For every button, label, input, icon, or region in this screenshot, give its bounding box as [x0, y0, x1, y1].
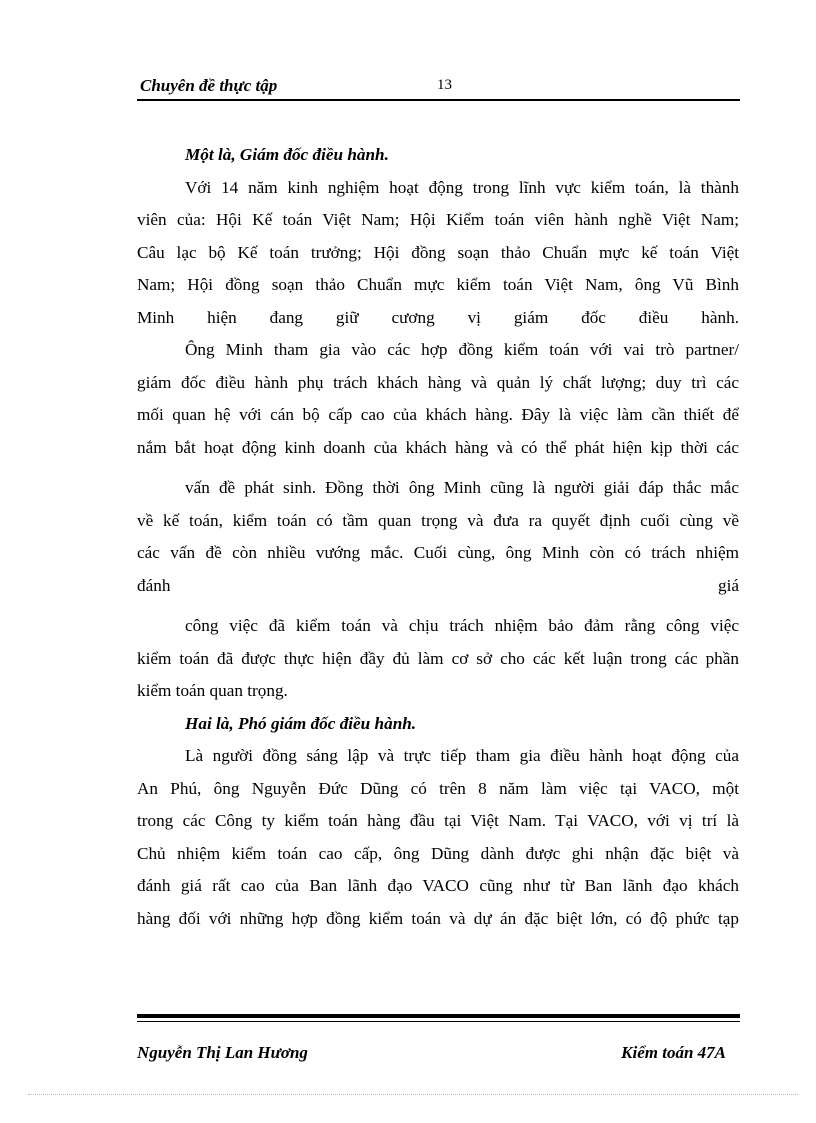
paragraph-director-assurance — [137, 610, 739, 708]
paragraph-director-role — [137, 334, 739, 464]
text-line: đánh giá rất cao của Ban lãnh đạo VACO cũng như từ Ban lãnh đạo khách — [137, 876, 739, 895]
section-heading-deputy-director: Hai là, Phó giám đốc điều hành. — [185, 713, 417, 733]
text-line: trong các Công ty kiểm toán hàng đầu tại Việt Nam. Tại VACO, với vị trí là — [137, 811, 739, 830]
paragraph-deputy-experience — [137, 740, 739, 935]
text-line: mối quan hệ với cán bộ cấp cao của khách hàng. Đây là việc làm cần thiết để — [137, 405, 739, 424]
header-divider — [137, 99, 740, 101]
paragraph-director-experience — [137, 172, 739, 335]
footer-divider-thin — [137, 1021, 740, 1022]
section-heading-director: Một là, Giám đốc điều hành. — [185, 145, 389, 164]
text-line: vấn đề phát sinh. Đồng thời ông Minh cũng là người giải đáp thắc mắc — [185, 478, 739, 497]
text-line: Minh hiện đang giữ cương vị giám đốc điều hành. — [137, 307, 739, 327]
footer-divider-thick — [137, 1014, 740, 1018]
paragraph-director-issues — [137, 472, 739, 602]
text-line: nắm bắt hoạt động kinh doanh của khách hàng và có thể phát hiện kịp thời các — [137, 437, 739, 457]
text-line: viên của: Hội Kế toán Việt Nam; Hội Kiểm toán viên hành nghề Việt Nam; — [137, 210, 739, 229]
text-fragment-left: đánh — [137, 575, 171, 595]
text-line: Chủ nhiệm kiểm toán cao cấp, ông Dũng dành được ghi nhận đặc biệt và — [137, 843, 739, 863]
text-line: Nam; Hội đồng soạn thảo Chuẩn mực kiểm toán Việt Nam, ông Vũ Bình — [137, 275, 739, 294]
text-line: hàng đối với những hợp đồng kiểm toán và dự án đặc biệt lớn, có độ phức tạp — [137, 908, 739, 928]
text-line: giám đốc điều hành phụ trách khách hàng và quản lý chất lượng; duy trì các — [137, 372, 739, 392]
text-line: công việc đã kiểm toán và chịu trách nhiệm bảo đảm rằng công việc — [185, 616, 739, 635]
text-line: An Phú, ông Nguyễn Đức Dũng có trên 8 năm làm việc tại VACO, một — [137, 778, 739, 798]
text-line: Với 14 năm kinh nghiệm hoạt động trong lĩnh vực kiểm toán, là thành — [185, 177, 739, 197]
footer-class: Kiểm toán 47A — [621, 1043, 726, 1062]
text-line-split — [137, 570, 739, 603]
text-line: kiểm toán quan trọng. — [137, 681, 288, 700]
text-line: về kế toán, kiểm toán có tầm quan trọng và đưa ra quyết định cuối cùng về — [137, 510, 739, 530]
page-number: 13 — [437, 77, 452, 93]
text-line: Ông Minh tham gia vào các hợp đồng kiểm toán với vai trò partner/ — [185, 340, 739, 359]
text-line: kiểm toán đã được thực hiện đầy đủ làm cơ sở cho các kết luận trong các phần — [137, 648, 739, 668]
text-line: Là người đồng sáng lập và trực tiếp tham gia điều hành hoạt động của — [185, 746, 739, 765]
footer-author: Nguyễn Thị Lan Hương — [137, 1043, 308, 1062]
document-body — [137, 139, 739, 935]
text-line: các vấn đề còn nhiều vướng mắc. Cuối cùng, ông Minh còn có trách nhiệm — [137, 543, 739, 562]
header-title: Chuyên đề thực tập — [140, 76, 278, 95]
text-fragment-right: giá — [718, 575, 739, 595]
text-line: Câu lạc bộ Kế toán trưởng; Hội đồng soạn thảo Chuẩn mực kế toán Việt — [137, 242, 739, 262]
page-bottom-edge — [28, 1094, 798, 1095]
